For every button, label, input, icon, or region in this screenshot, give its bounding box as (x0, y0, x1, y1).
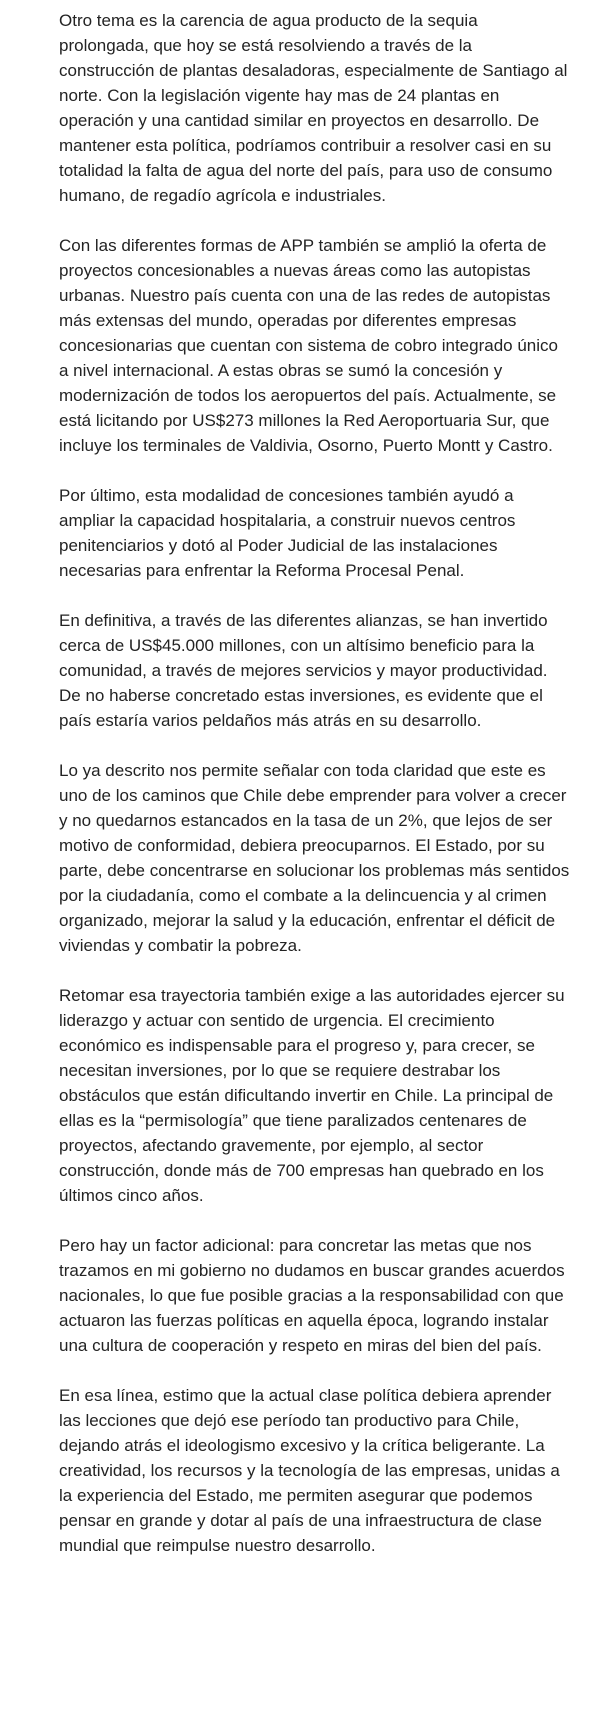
article-body (59, 8, 571, 1583)
article-paragraph-2: Con las diferentes formas de APP también se amplió la oferta de proyectos concesionables a nuevas áreas como las autopistas urbanas. Nuestro país cuenta con una de las redes de autopistas más extensas del mundo, operadas por diferentes empresas concesionarias que cuentan con sistema de cobro integrado único a nivel internacional. A estas obras se sumó la concesión y modernización de todos los aeropuertos del país. Actualmente, se está licitando por US$273 millones la Red Aeroportuaria Sur, que incluye los terminales de Valdivia, Osorno, Puerto Montt y Castro. (59, 236, 558, 455)
article-paragraph-6: Retomar esa trayectoria también exige a las autoridades ejercer su liderazgo y actuar con sentido de urgencia. El crecimiento económico es indispensable para el progreso y, para crecer, se necesitan inversiones, por lo que se requiere destrabar los obstáculos que están dificultando invertir en Chile. La principal de ellas es la “permisología” que tiene paralizados centenares de proyectos, afectando gravemente, por ejemplo, al sector construcción, donde más de 700 empresas han quebrado en los últimos cinco años. (59, 986, 565, 1205)
article-paragraph-8: En esa línea, estimo que la actual clase política debiera aprender las lecciones que dejó ese período tan productivo para Chile, dejando atrás el ideologismo excesivo y la crítica beligerante. La creatividad, los recursos y la tecnología de las empresas, unidas a la experiencia del Estado, me permiten asegurar que podemos pensar en grande y dotar al país de una infraestructura de clase mundial que reimpulse nuestro desarrollo. (59, 1386, 560, 1555)
article-paragraph-4: En definitiva, a través de las diferentes alianzas, se han invertido cerca de US$45.000 millones, con un altísimo beneficio para la comunidad, a través de mejores servicios y mayor productividad. De no haberse concretado estas inversiones, es evidente que el país estaría varios peldaños más atrás en su desarrollo. (59, 611, 548, 730)
article-paragraph-3: Por último, esta modalidad de concesiones también ayudó a ampliar la capacidad hospitalaria, a construir nuevos centros penitenciarios y dotó al Poder Judicial de las instalaciones necesarias para enfrentar la Reforma Procesal Penal. (59, 486, 516, 580)
article-paragraph-5: Lo ya descrito nos permite señalar con toda claridad que este es uno de los caminos que Chile debe emprender para volver a crecer y no quedarnos estancados en la tasa de un 2%, que lejos de ser motivo de conformidad, debiera preocuparnos. El Estado, por su parte, debe concentrarse en solucionar los problemas más sentidos por la ciudadanía, como el combate a la delincuencia y al crimen organizado, mejorar la salud y la educación, enfrentar el déficit de viviendas y combatir la pobreza. (59, 761, 570, 955)
article-paragraph-7: Pero hay un factor adicional: para concretar las metas que nos trazamos en mi gobierno no dudamos en buscar grandes acuerdos nacionales, lo que fue posible gracias a la responsabilidad con que actuaron las fuerzas políticas en aquella época, logrando instalar una cultura de cooperación y respeto en miras del bien del país. (59, 1236, 565, 1355)
article-paragraph-1: Otro tema es la carencia de agua producto de la sequia prolongada, que hoy se está resolviendo a través de la construcción de plantas desaladoras, especialmente de Santiago al norte. Con la legislación vigente hay mas de 24 plantas en operación y una cantidad similar en proyectos en desarrollo. De mantener esta política, podríamos contribuir a resolver casi en su totalidad la falta de agua del norte del país, para uso de consumo humano, de regadío agrícola e industriales. (59, 11, 568, 205)
